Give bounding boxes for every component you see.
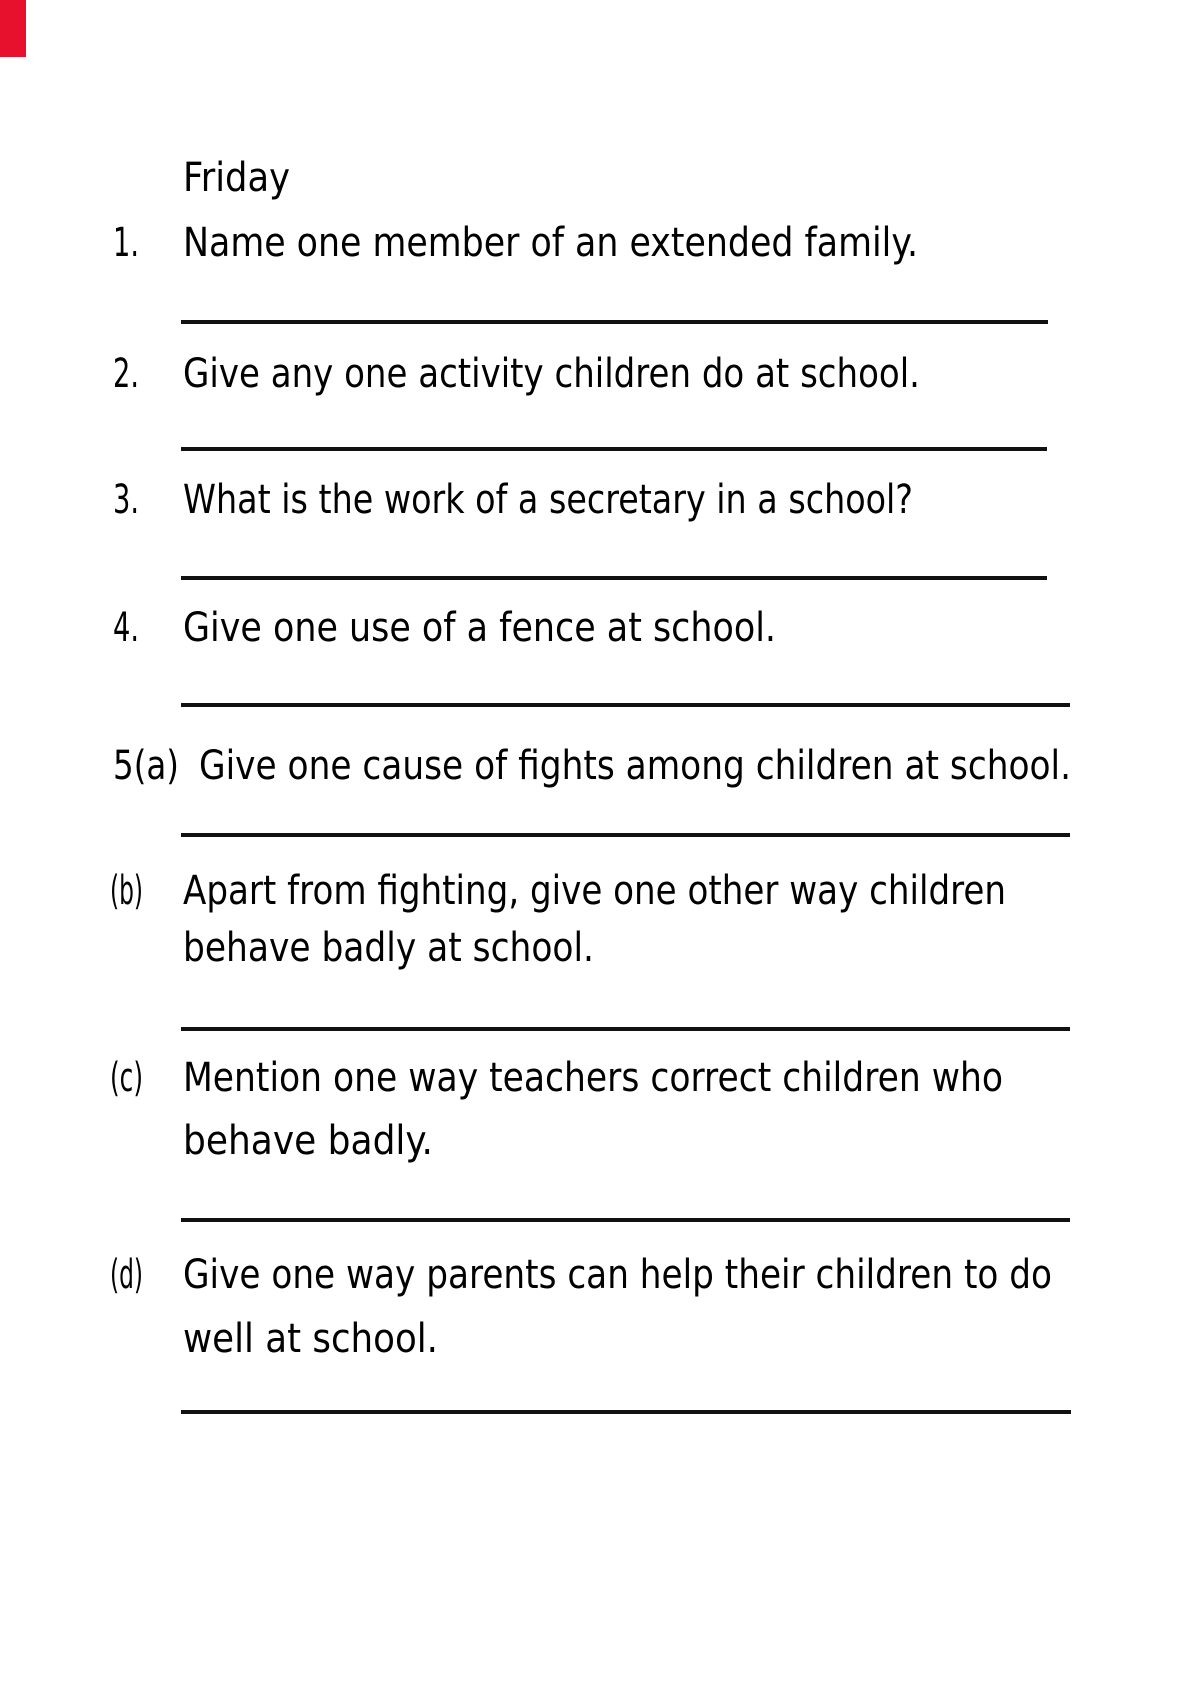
answer-line-2 <box>181 447 1047 451</box>
question-5b-text-line-1: Apart from fighting, give one other way children <box>183 868 1006 914</box>
question-1-text: Name one member of an extended family. <box>183 220 918 266</box>
question-5d-number: (d) <box>110 1252 143 1298</box>
question-5b-text-line-2: behave badly at school. <box>183 925 594 971</box>
question-5b-number: (b) <box>110 868 143 914</box>
answer-line-5c <box>181 1218 1070 1222</box>
answer-line-3 <box>181 576 1047 580</box>
question-4-text: Give one use of a fence at school. <box>183 605 776 651</box>
question-2-number: 2. <box>113 351 139 397</box>
question-2-text: Give any one activity children do at school. <box>183 351 920 397</box>
question-3-number: 3. <box>113 477 139 523</box>
answer-line-1 <box>181 320 1048 324</box>
answer-line-5b <box>181 1027 1070 1031</box>
question-5d-text-line-1: Give one way parents can help their children to do <box>183 1252 1052 1298</box>
question-5a-number: 5(a) <box>113 743 179 789</box>
answer-line-5d <box>181 1410 1071 1414</box>
question-5d-text-line-2: well at school. <box>183 1316 438 1362</box>
question-3-text: What is the work of a secretary in a school? <box>183 477 913 523</box>
question-5c-text-line-1: Mention one way teachers correct children who <box>183 1055 1003 1101</box>
day-heading: Friday <box>183 155 290 201</box>
answer-line-5a <box>181 833 1070 837</box>
question-4-number: 4. <box>113 605 139 651</box>
answer-line-4 <box>181 703 1070 707</box>
question-5c-number: (c) <box>110 1055 143 1101</box>
question-1-number: 1. <box>113 220 139 266</box>
question-5c-text-line-2: behave badly. <box>183 1118 433 1164</box>
question-5a-text: Give one cause of fights among children at school. <box>199 743 1071 789</box>
red-corner-mark <box>0 0 26 57</box>
